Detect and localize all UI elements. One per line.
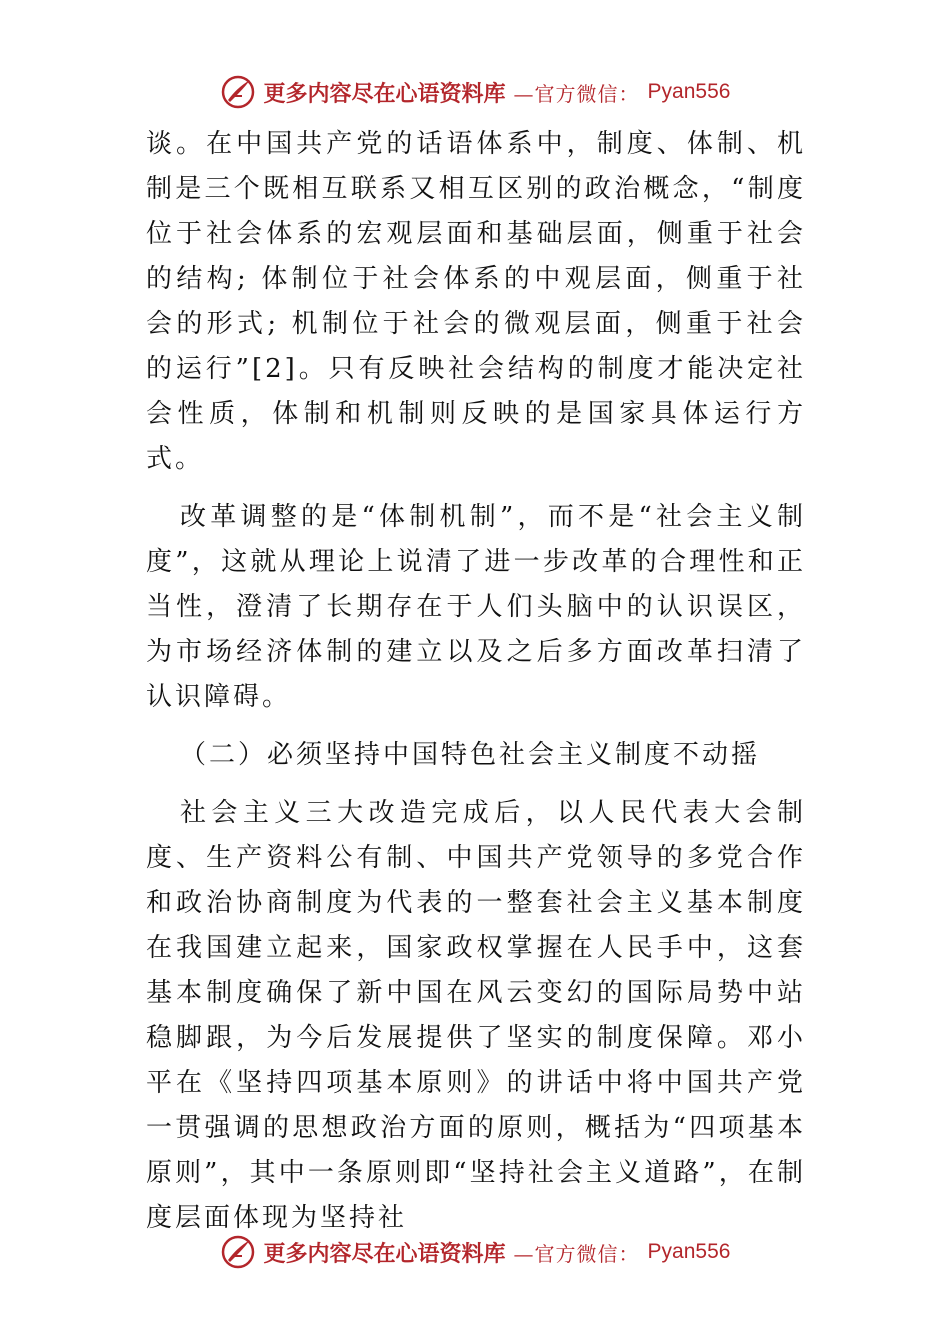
paragraph-3: 社会主义三大改造完成后，以人民代表大会制度、生产资料公有制、中国共产党领导的多党合作和政治协商制度为代表的一整套社会主义基本制度在我国建立起来，国家政权掌握在人民手中，这套基本制度确保了新中国在风云变幻的国际局势中站稳脚跟，为今后发展提供了坚实的制度保障。邓小平在《坚持四项基本原则》的讲话中将中国共产党一贯强调的思想政治方面的原则，概括为“四项基本原则”，其中一条原则即“坚持社会主义道路”，在制度层面体现为坚持社 xyxy=(146,798,806,1233)
footer-banner-wechat-label: —官方微信： xyxy=(513,1241,640,1266)
header-banner xyxy=(0,70,950,114)
banner-title: 更多内容尽在心语资料库 xyxy=(263,80,506,107)
logo-icon xyxy=(220,1234,256,1270)
footer-banner xyxy=(0,1230,950,1274)
footer-banner-wechat-id: Pyan556 xyxy=(647,1240,731,1263)
footer-banner-title: 更多内容尽在心语资料库 xyxy=(263,1240,506,1267)
section-heading: （二）必须坚持中国特色社会主义制度不动摇 xyxy=(180,740,761,770)
banner-wechat-label: —官方微信： xyxy=(513,81,640,106)
paragraph-2: 改革调整的是“体制机制”，而不是“社会主义制度”，这就从理论上说清了进一步改革的合理性和正当性，澄清了长期存在于人们头脑中的认识误区，为市场经济体制的建立以及之后多方面改革扫清了认识障碍。 xyxy=(146,502,806,712)
document-body xyxy=(146,122,806,1241)
paragraph-1: 谈。在中国共产党的话语体系中，制度、体制、机制是三个既相互联系又相互区别的政治概念，“制度位于社会体系的宏观层面和基础层面，侧重于社会的结构; 体制位于社会体系的中观层面，侧重于社会的形式; 机制位于社会的微观层面，侧重于社会的运行”[2]。只有反映社会结构的制度才能决定社会性质，体制和机制则反映的是国家具体运行方式。 xyxy=(146,129,806,474)
logo-icon xyxy=(220,74,256,110)
banner-wechat-id: Pyan556 xyxy=(647,80,731,103)
